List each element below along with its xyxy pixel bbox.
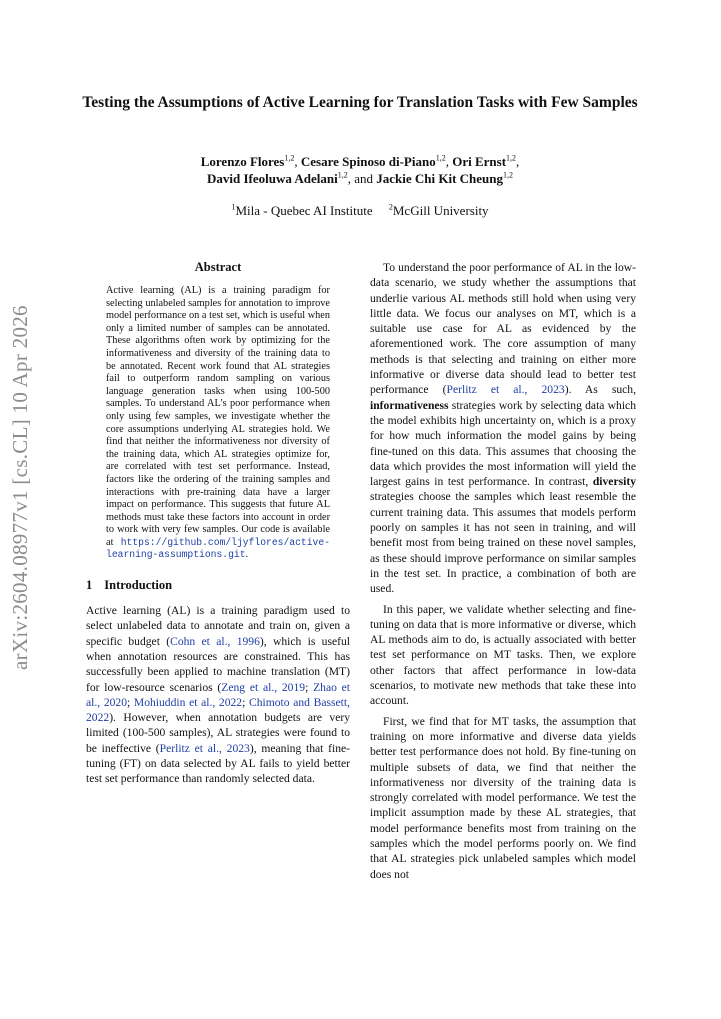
text-run: ). As such, (564, 383, 636, 397)
author-name: Cesare Spinoso di-Piano (300, 154, 436, 169)
author-name: Lorenzo Flores (200, 154, 285, 169)
author-name: Ori Ernst (452, 154, 507, 169)
author-affiliation-mark: 1,2 (435, 153, 446, 163)
code-link[interactable]: https://github.com/ljyflores/active-learning-assumptions.git (106, 536, 330, 561)
text-run: ), which is useful when annotation resources are constrained. This has successfully been applied to machine translation (MT) for low-resource scenarios ( (86, 634, 350, 694)
author-affiliation-mark: 1,2 (503, 170, 514, 180)
arxiv-identifier: arXiv:2604.08977v1 [cs.CL] 10 Apr 2026 (8, 305, 32, 670)
body-paragraph: In this paper, we validate whether selecting and fine-tuning on data that is more informative or diverse, which AL methods aim to do, is actually associated with better test set performance on MT tasks. Then, we explore other factors that affect performance in low-data scenarios, to motivate new methods that take these into account. (370, 602, 636, 708)
citation-link[interactable]: Cohn et al., 1996 (170, 634, 260, 648)
intro-paragraph (86, 603, 350, 787)
text-run: ; (242, 695, 249, 709)
section-title: Introduction (104, 578, 173, 593)
affiliation-list (70, 203, 650, 219)
paper-title: Testing the Assumptions of Active Learning for Translation Tasks with Few Samples (82, 94, 638, 111)
citation-link[interactable]: Perlitz et al., 2023 (159, 741, 250, 755)
body-paragraph (370, 260, 636, 597)
keyword-informativeness: informativeness (370, 398, 449, 412)
author-separator: , (516, 154, 520, 169)
author-affiliation-mark: 1,2 (337, 170, 348, 180)
text-run: Active learning (AL) is a training paradigm used to select unlabeled data to annotate and train on, given a specific budget ( (86, 604, 350, 648)
text-run: To understand the poor performance of AL in the low-data scenario, we study whether the assumptions that underlie various AL methods still hold when using very little data. We focus our analyses on MT, which is a suitable use case for AL as evidenced by the aforementioned work. The core assumption of many methods is that selecting and training on either more informative or diverse data should lead to better test performance ( (370, 261, 636, 397)
section-number: 1 (86, 578, 93, 593)
left-column (86, 260, 350, 787)
text-run: ). However, when annotation budgets are very limited (100-500 samples), AL strategies were found to be ineffective ( (86, 711, 350, 755)
affiliation-mark: 2 (388, 202, 393, 212)
author-affiliation-mark: 1,2 (506, 153, 517, 163)
body-paragraph: First, we find that for MT tasks, the assumption that training on more informative and diverse data yields better test performance does not hold. By fine-tuning on multiple subsets of data, we find that neither the informativeness nor diversity of the training data is strongly correlated with model performance. We test the implicit assumption made by these AL strategies, that model performance benefits most from training on the samples which the model performs poorly on. We find that AL strategies pick unlabeled samples which model does not (370, 714, 636, 881)
citation-link[interactable]: Zeng et al., 2019 (221, 680, 306, 694)
author-name: Jackie Chi Kit Cheung (376, 171, 504, 186)
text-run: ; (305, 680, 314, 694)
affiliation-name: McGill University (392, 203, 489, 218)
affiliation-mark: 1 (231, 202, 236, 212)
code-link-period: . (245, 549, 249, 561)
text-run: strategies work by selecting data which the model exhibits high uncertainty on, which is a proxy for how much information the model gains by being fine-tuned on this data. This assumes that choosing the data which provides the most information will yield the largest gains in test performance. In contrast, (370, 398, 636, 489)
text-run: ; (127, 695, 134, 709)
citation-link[interactable]: Zhao et al., 2020 (86, 680, 350, 709)
author-separator: , (294, 154, 301, 169)
keyword-diversity: diversity (592, 475, 636, 489)
right-column (370, 260, 636, 882)
abstract-body (106, 285, 330, 562)
author-affiliation-mark: 1,2 (284, 153, 295, 163)
author-separator: , (445, 154, 453, 169)
affiliation-name: Mila - Quebec AI Institute (235, 203, 373, 218)
text-run: strategies choose the samples which least resemble the current training data. This assumes that models perform poorly on samples it has not seen in training, and will benefit most from being trained on these novel samples, as these should improve performance on similar samples in the test set. In practice, a combination of both are used. (370, 490, 636, 596)
author-separator: , and (347, 171, 377, 186)
text-run: ), meaning that fine-tuning (FT) on data selected by AL fails to yield better test set performance than randomly selected data. (86, 741, 351, 786)
citation-link[interactable]: Chimoto and Bassett, 2022 (86, 695, 351, 725)
author-list (70, 153, 650, 187)
author-name: David Ifeoluwa Adelani (206, 171, 338, 186)
citation-link[interactable]: Perlitz et al., 2023 (446, 383, 565, 397)
section-heading (86, 578, 350, 593)
abstract-text: Active learning (AL) is a training paradigm for selecting unlabeled samples for annotation to improve model performance on a test set, which is useful when only a limited number of samples can be annotated. These algorithms often work by optimizing for the informativeness and diversity of the training data to be annotated. Recent work found that AL strategies fail to outperform random sampling on various language generation tasks when using 100-500 samples. To understand AL's poor performance when only using few samples, we investigate whether the core assumptions underlying AL strategies hold. We find that neither the informativeness nor diversity of the training data, which AL strategies optimize for, are correlated with test set performance. Instead, factors like the ordering of the training samples and interactions with pre-training data have a larger impact on performance. This suggests that future AL methods must take these factors into account in order to work with very few samples. Our code is available at (106, 285, 330, 548)
citation-link[interactable]: Mohiuddin et al., 2022 (133, 695, 243, 709)
abstract-heading: Abstract (194, 260, 242, 274)
